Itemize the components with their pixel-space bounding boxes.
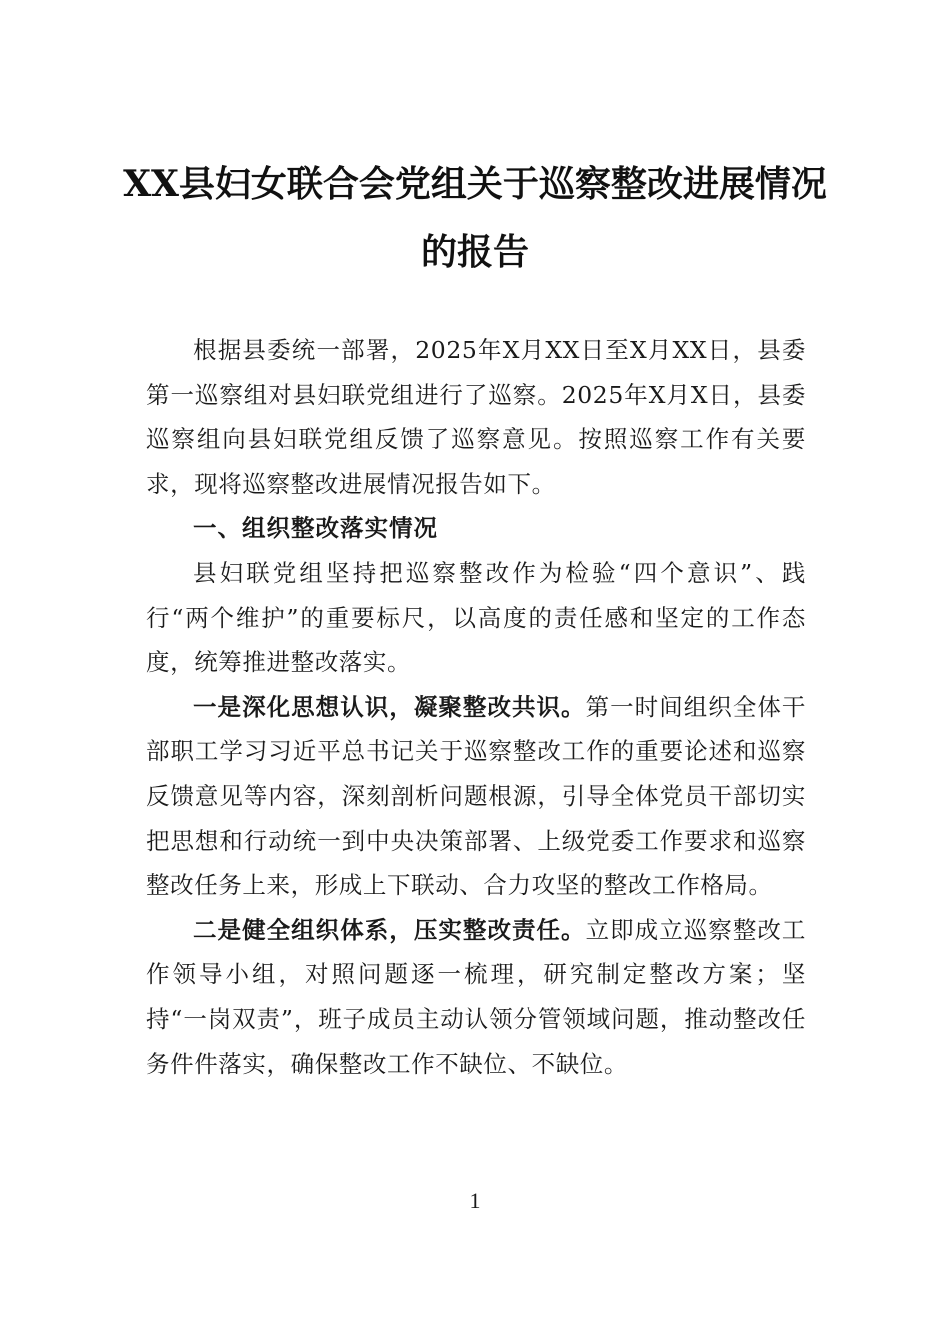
- point-two-lead: 二是健全组织体系，压实整改责任。: [193, 915, 586, 944]
- point-one-body: 第一时间组织全体干部职工学习习近平总书记关于巡察整改工作的重要论述和巡察反馈意见等内容，深刻剖析问题根源，引导全体党员干部切实把思想和行动统一到中央决策部署、上级党委工作要求和巡察整改任务上来，形成上下联动、合力攻坚的整改工作格局。: [146, 692, 806, 900]
- point-one-paragraph: [146, 685, 806, 908]
- document-body: [146, 328, 806, 1086]
- point-two-paragraph: [146, 908, 806, 1086]
- document-title: XX县妇女联合会党组关于巡察整改进展情况的报告: [123, 163, 827, 273]
- intro-paragraph: 根据县委统一部署，2025年X月XX日至X月XX日，县委第一巡察组对县妇联党组进行了巡察。2025年X月X日，县委巡察组向县妇联党组反馈了巡察意见。按照巡察工作有关要求，现将巡察整改进展情况报告如下。: [146, 336, 806, 498]
- page-number: 1: [469, 1188, 481, 1213]
- section-heading: 一、组织整改落实情况: [193, 514, 438, 543]
- section-intro-paragraph: 县妇联党组坚持把巡察整改作为检验“四个意识”、践行“两个维护”的重要标尺，以高度的责任感和坚定的工作态度，统筹推进整改落实。: [146, 558, 806, 677]
- point-two-body: 立即成立巡察整改工作领导小组，对照问题逐一梳理，研究制定整改方案；坚持“一岗双责”，班子成员主动认领分管领域问题，推动整改任务件件落实，确保整改工作不缺位、不缺位。: [146, 915, 806, 1078]
- point-one-lead: 一是深化思想认识，凝聚整改共识。: [193, 692, 586, 721]
